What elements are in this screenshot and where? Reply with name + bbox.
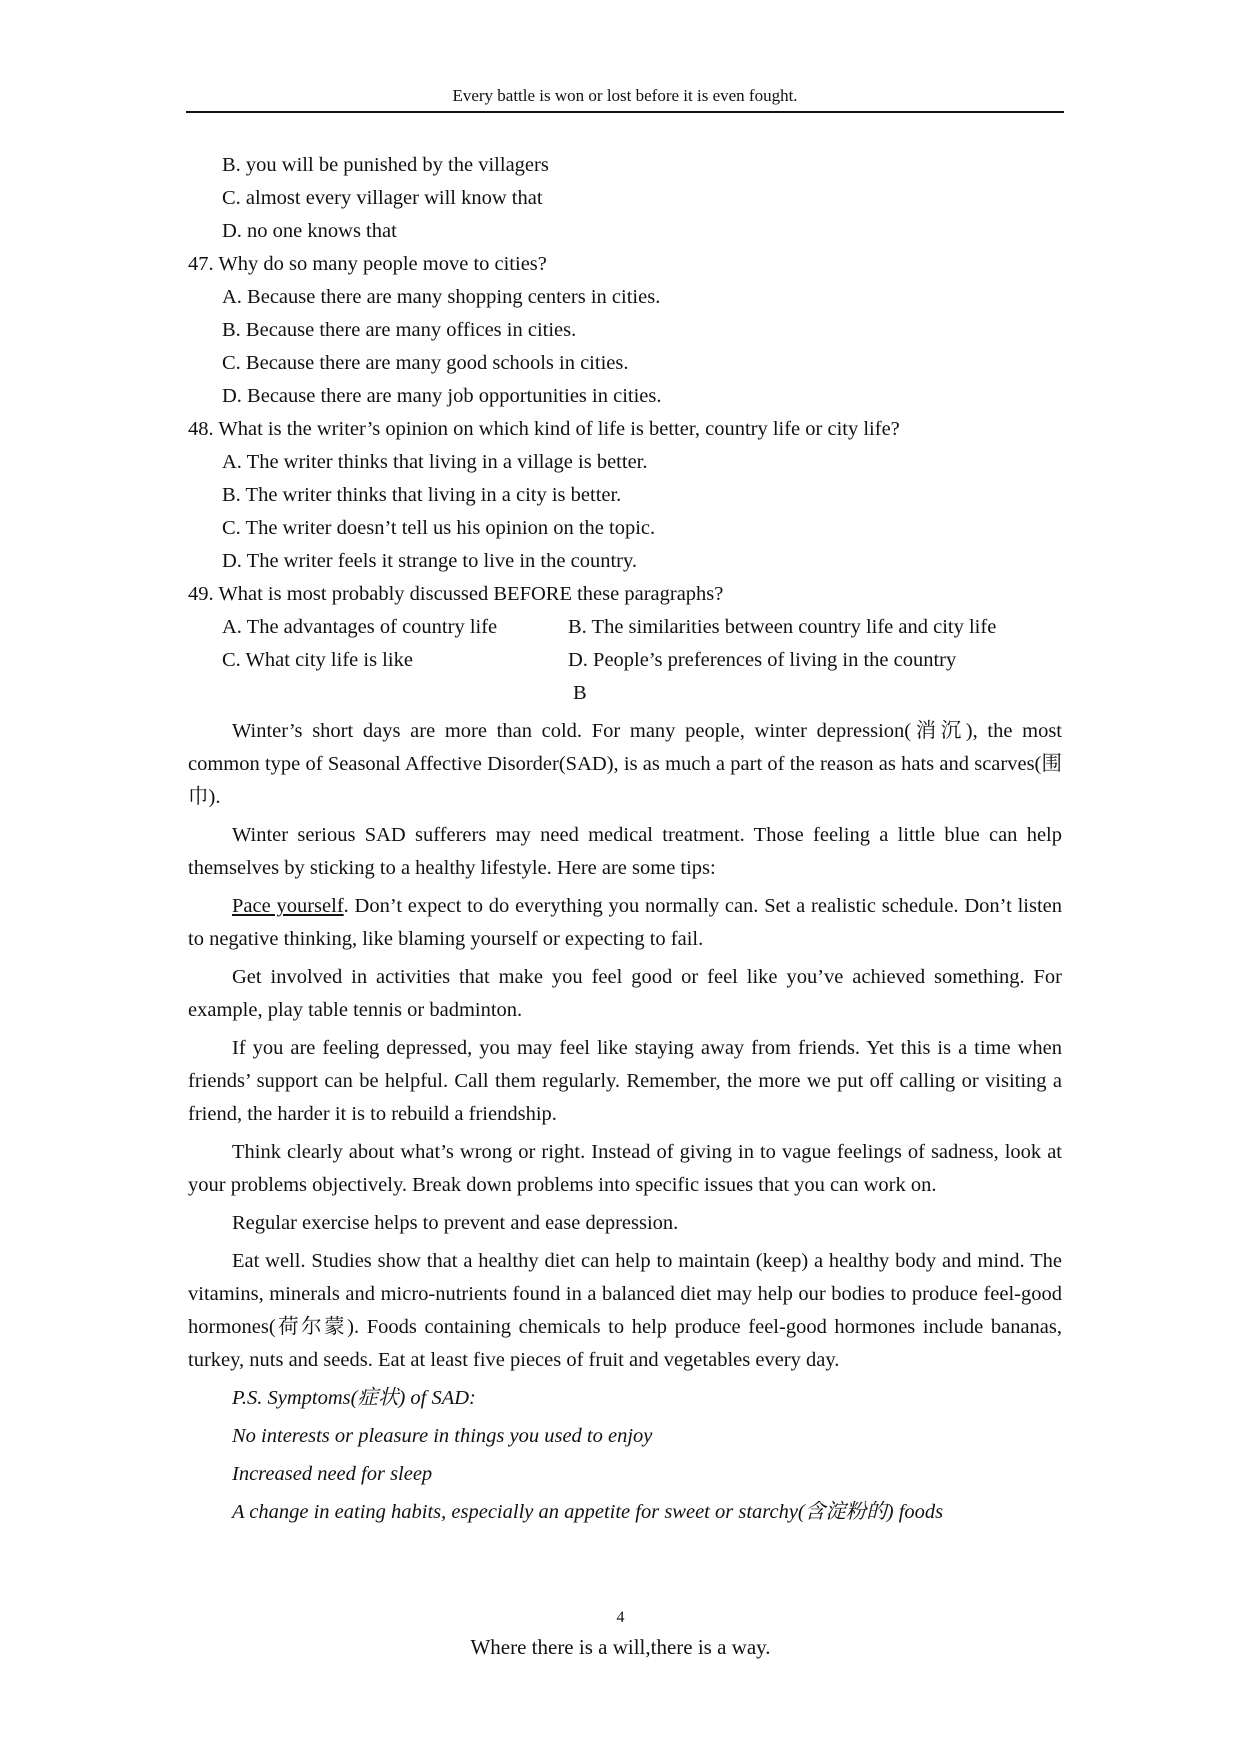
paragraph-7: Regular exercise helps to prevent and ease depression. xyxy=(232,1212,679,1234)
paragraph-1: Winter’s short days are more than cold. For many people, winter depression(消沉), the most common type of Seasonal Affective Disorder(SAD), is as much a part of the reason as hats and scarves(围巾). xyxy=(188,720,1062,808)
header-rule xyxy=(186,111,1064,113)
section-letter: B xyxy=(573,682,587,704)
page-header: Every battle is won or lost before it is even fought. xyxy=(452,86,798,105)
underlined-phrase: Pace yourself xyxy=(232,895,344,917)
q47-question: 47. Why do so many people move to cities? xyxy=(188,253,547,275)
paragraph-4: Get involved in activities that make you feel good or feel like you’ve achieved something. For example, play table tennis or badminton. xyxy=(188,966,1062,1021)
q47-option-b: B. Because there are many offices in cities. xyxy=(222,319,577,341)
q49-option-a: A. The advantages of country life xyxy=(222,616,498,638)
q48-option-b: B. The writer thinks that living in a city is better. xyxy=(222,484,622,506)
page-number: 4 xyxy=(616,1609,625,1626)
q49-option-d: D. People’s preferences of living in the country xyxy=(568,649,957,671)
ps-item: A change in eating habits, especially an appetite for sweet or starchy(含淀粉的) foods xyxy=(232,1501,944,1523)
q46-option-c: C. almost every villager will know that xyxy=(222,187,543,209)
passage-b xyxy=(188,715,1062,1529)
q46-option-d: D. no one knows that xyxy=(222,220,397,242)
q49-options-row-2 xyxy=(188,644,1062,677)
q49-option-c: C. What city life is like xyxy=(222,649,413,671)
q47-option-d: D. Because there are many job opportunities in cities. xyxy=(222,385,662,407)
q49-options-row-1 xyxy=(188,611,1062,644)
page-content xyxy=(188,149,1062,1534)
q48-option-a: A. The writer thinks that living in a village is better. xyxy=(222,451,648,473)
paragraph-6: Think clearly about what’s wrong or right. Instead of giving in to vague feelings of sadness, look at your problems objectively. Break down problems into specific issues that you can work on. xyxy=(188,1141,1062,1196)
q48-option-d: D. The writer feels it strange to live in the country. xyxy=(222,550,638,572)
q48-option-c: C. The writer doesn’t tell us his opinion on the topic. xyxy=(222,517,656,539)
q49-question: 49. What is most probably discussed BEFORE these paragraphs? xyxy=(188,583,724,605)
page-footer: Where there is a will,there is a way. xyxy=(470,1635,771,1659)
ps-item: Increased need for sleep xyxy=(232,1463,433,1485)
q47-option-a: A. Because there are many shopping centers in cities. xyxy=(222,286,661,308)
paragraph-3-text: . Don’t expect to do everything you normally can. Set a realistic schedule. Don’t listen to negative thinking, like blaming yourself or expecting to fail. xyxy=(188,895,1062,950)
q49-option-b: B. The similarities between country life and city life xyxy=(568,616,997,638)
paragraph-5: If you are feeling depressed, you may feel like staying away from friends. Yet this is a time when friends’ support can be helpful. Call them regularly. Remember, the more we put off calling or visiting a friend, the harder it is to rebuild a friendship. xyxy=(188,1037,1062,1125)
paragraph-8: Eat well. Studies show that a healthy diet can help to maintain (keep) a healthy body and mind. The vitamins, minerals and micro-nutrients found in a balanced diet may help our bodies to produce feel-good hormones(荷尔蒙). Foods containing chemicals to help produce feel-good hormones include bananas, turkey, nuts and seeds. Eat at least five pieces of fruit and vegetables every day. xyxy=(188,1250,1062,1371)
q48-question: 48. What is the writer’s opinion on which kind of life is better, country life or city life? xyxy=(188,418,900,440)
q47-option-c: C. Because there are many good schools in cities. xyxy=(222,352,629,374)
q46-option-b: B. you will be punished by the villagers xyxy=(222,154,549,176)
paragraph-3 xyxy=(188,890,1062,956)
paragraph-2: Winter serious SAD sufferers may need medical treatment. Those feeling a little blue can help themselves by sticking to a healthy lifestyle. Here are some tips: xyxy=(188,824,1062,879)
ps-title: P.S. Symptoms(症状) of SAD: xyxy=(232,1387,476,1409)
ps-item: No interests or pleasure in things you used to enjoy xyxy=(232,1425,653,1447)
